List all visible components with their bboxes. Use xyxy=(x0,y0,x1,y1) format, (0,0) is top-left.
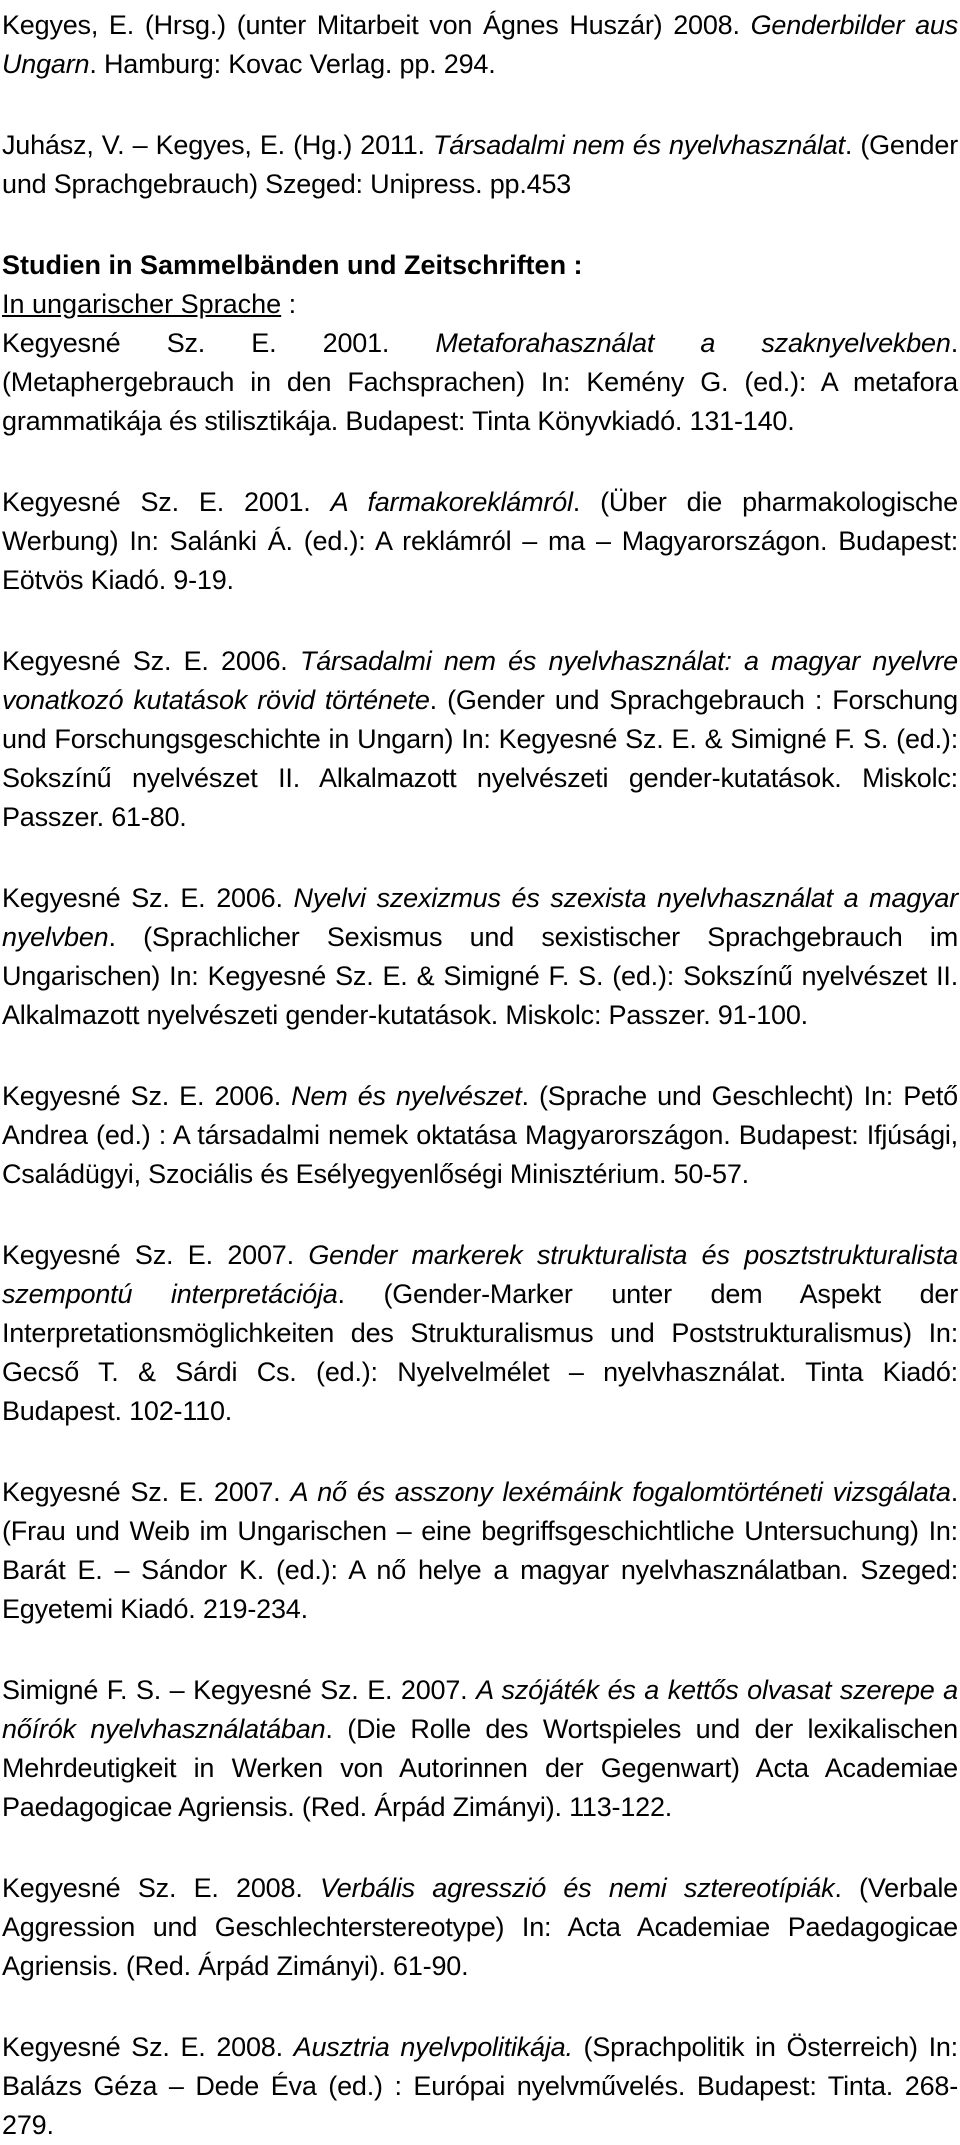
reference-entry xyxy=(0,1236,960,1431)
reference-details: . (Gender und Sprachgebrauch) Szeged: Unipress. pp.453 xyxy=(2,130,958,199)
reference-entry xyxy=(0,324,960,441)
reference-authors: Kegyesné Sz. E. 2006. xyxy=(2,646,300,676)
reference-title: Verbális agresszió és nemi sztereotípiák xyxy=(319,1873,835,1903)
reference-title: Nem és nyelvészet xyxy=(291,1081,522,1111)
reference-details: . (Über die pharmakologische Werbung) In: Salánki Á. (ed.): A reklámról – ma – Magyarországon. Budapest: Eötvös Kiadó. 9-19. xyxy=(2,487,958,595)
reference-authors: Kegyesné Sz. E. 2007. xyxy=(2,1477,291,1507)
reference-entry xyxy=(0,1671,960,1827)
reference-entry xyxy=(0,1077,960,1194)
reference-details: . (Die Rolle des Wortspieles und der lexikalischen Mehrdeutigkeit in Werken von Autorinnen der Gegenwart) Acta Academiae Paedagogicae Agriensis. (Red. Árpád Zimányi). 113-122. xyxy=(2,1714,958,1822)
reference-details: . (Sprachlicher Sexismus und sexistischer Sprachgebrauch im Ungarischen) In: Kegyesné Sz. E. & Simigné F. S. (ed.): Sokszínű nyelvészet II. Alkalmazott nyelvészeti gender-kutatások. Miskolc: Passzer. 91-100. xyxy=(2,922,958,1030)
reference-details: (Sprachpolitik in Österreich) In: Balázs Géza – Dede Éva (ed.) : Európai nyelvművelés. Budapest: Tinta. 268-279. xyxy=(2,2032,958,2140)
section-heading: Studien in Sammelbänden und Zeitschriften : xyxy=(2,250,583,280)
reference-authors: Kegyesné Sz. E. 2006. xyxy=(2,883,294,913)
reference-authors: Simigné F. S. – Kegyesné Sz. E. 2007. xyxy=(2,1675,477,1705)
reference-details: . (Frau und Weib im Ungarischen – eine begriffsgeschichtliche Untersuchung) In: Barát E. – Sándor K. (ed.): A nő helye a magyar nyelvhasználatban. Szeged: Egyetemi Kiadó. 219-234. xyxy=(2,1477,958,1624)
reference-authors: Kegyesné Sz. E. 2001. xyxy=(2,328,436,358)
reference-title: Metaforahasználat a szaknyelvekben xyxy=(435,328,951,358)
subheading-colon: : xyxy=(281,289,297,319)
reference-title: A nő és asszony lexémáink fogalomtörténeti vizsgálata xyxy=(290,1477,951,1507)
subheading-language: In ungarischer Sprache xyxy=(2,289,282,319)
reference-authors: Kegyesné Sz. E. 2006. xyxy=(2,1081,292,1111)
reference-entry xyxy=(0,483,960,600)
reference-details: . (Metaphergebrauch in den Fachsprachen) In: Kemény G. (ed.): A metafora grammatikája és stilisztikája. Budapest: Tinta Könyvkiadó. 131-140. xyxy=(2,328,958,436)
reference-title: A szójáték és a kettős olvasat szerepe a nőírók nyelvhasználatában xyxy=(2,1675,958,1744)
reference-title: Genderbilder aus Ungarn xyxy=(2,10,958,79)
reference-entry xyxy=(0,2028,960,2145)
reference-entry xyxy=(0,6,960,84)
reference-authors: Kegyesné Sz. E. 2007. xyxy=(2,1240,309,1270)
reference-title: Nyelvi szexizmus és szexista nyelvhasználat a magyar nyelvben xyxy=(2,883,958,952)
reference-details: . (Gender und Sprachgebrauch : Forschung und Forschungsgeschichte in Ungarn) In: Kegyesné Sz. E. & Simigné F. S. (ed.): Sokszínű nyelvészet II. Alkalmazott nyelvészeti gender-kutatások. Miskolc: Passzer. 61-80. xyxy=(2,685,958,832)
reference-authors: Kegyes, E. (Hrsg.) (unter Mitarbeit von Ágnes Huszár) 2008. xyxy=(2,10,751,40)
reference-entry xyxy=(0,642,960,837)
reference-details: . (Sprache und Geschlecht) In: Pető Andrea (ed.) : A társadalmi nemek oktatása Magyarországon. Budapest: Ifjúsági, Családügyi, Szociális és Esélyegyenlőségi Minisztérium. 50-57. xyxy=(2,1081,958,1189)
reference-title: A farmakoreklámról xyxy=(330,487,573,517)
reference-authors: Juhász, V. – Kegyes, E. (Hg.) 2011. xyxy=(2,130,434,160)
reference-title: Társadalmi nem és nyelvhasználat xyxy=(433,130,845,160)
reference-authors: Kegyesné Sz. E. 2001. xyxy=(2,487,331,517)
reference-authors: Kegyesné Sz. E. 2008. xyxy=(2,1873,320,1903)
reference-entry xyxy=(0,1869,960,1986)
reference-title: Gender markerek strukturalista és posztstrukturalista szempontú interpretációja xyxy=(2,1240,958,1309)
reference-title: Társadalmi nem és nyelvhasználat: a magyar nyelvre vonatkozó kutatások rövid története xyxy=(2,646,958,715)
section-subheading xyxy=(0,285,960,324)
reference-entry xyxy=(0,126,960,204)
reference-details: . (Verbale Aggression und Geschlechterstereotype) In: Acta Academiae Paedagogicae Agriensis. (Red. Árpád Zimányi). 61-90. xyxy=(2,1873,958,1981)
reference-details: . Hamburg: Kovac Verlag. pp. 294. xyxy=(89,49,496,79)
reference-entry xyxy=(0,1473,960,1629)
reference-authors: Kegyesné Sz. E. 2008. xyxy=(2,2032,294,2062)
reference-entry xyxy=(0,879,960,1035)
reference-details: . (Gender-Marker unter dem Aspekt der Interpretationsmöglichkeiten des Strukturalismus und Poststrukturalismus) In: Gecső T. & Sárdi Cs. (ed.): Nyelvelmélet – nyelvhasználat. Tinta Kiadó: Budapest. 102-110. xyxy=(2,1279,959,1426)
reference-title: Ausztria nyelvpolitikája. xyxy=(293,2032,573,2062)
